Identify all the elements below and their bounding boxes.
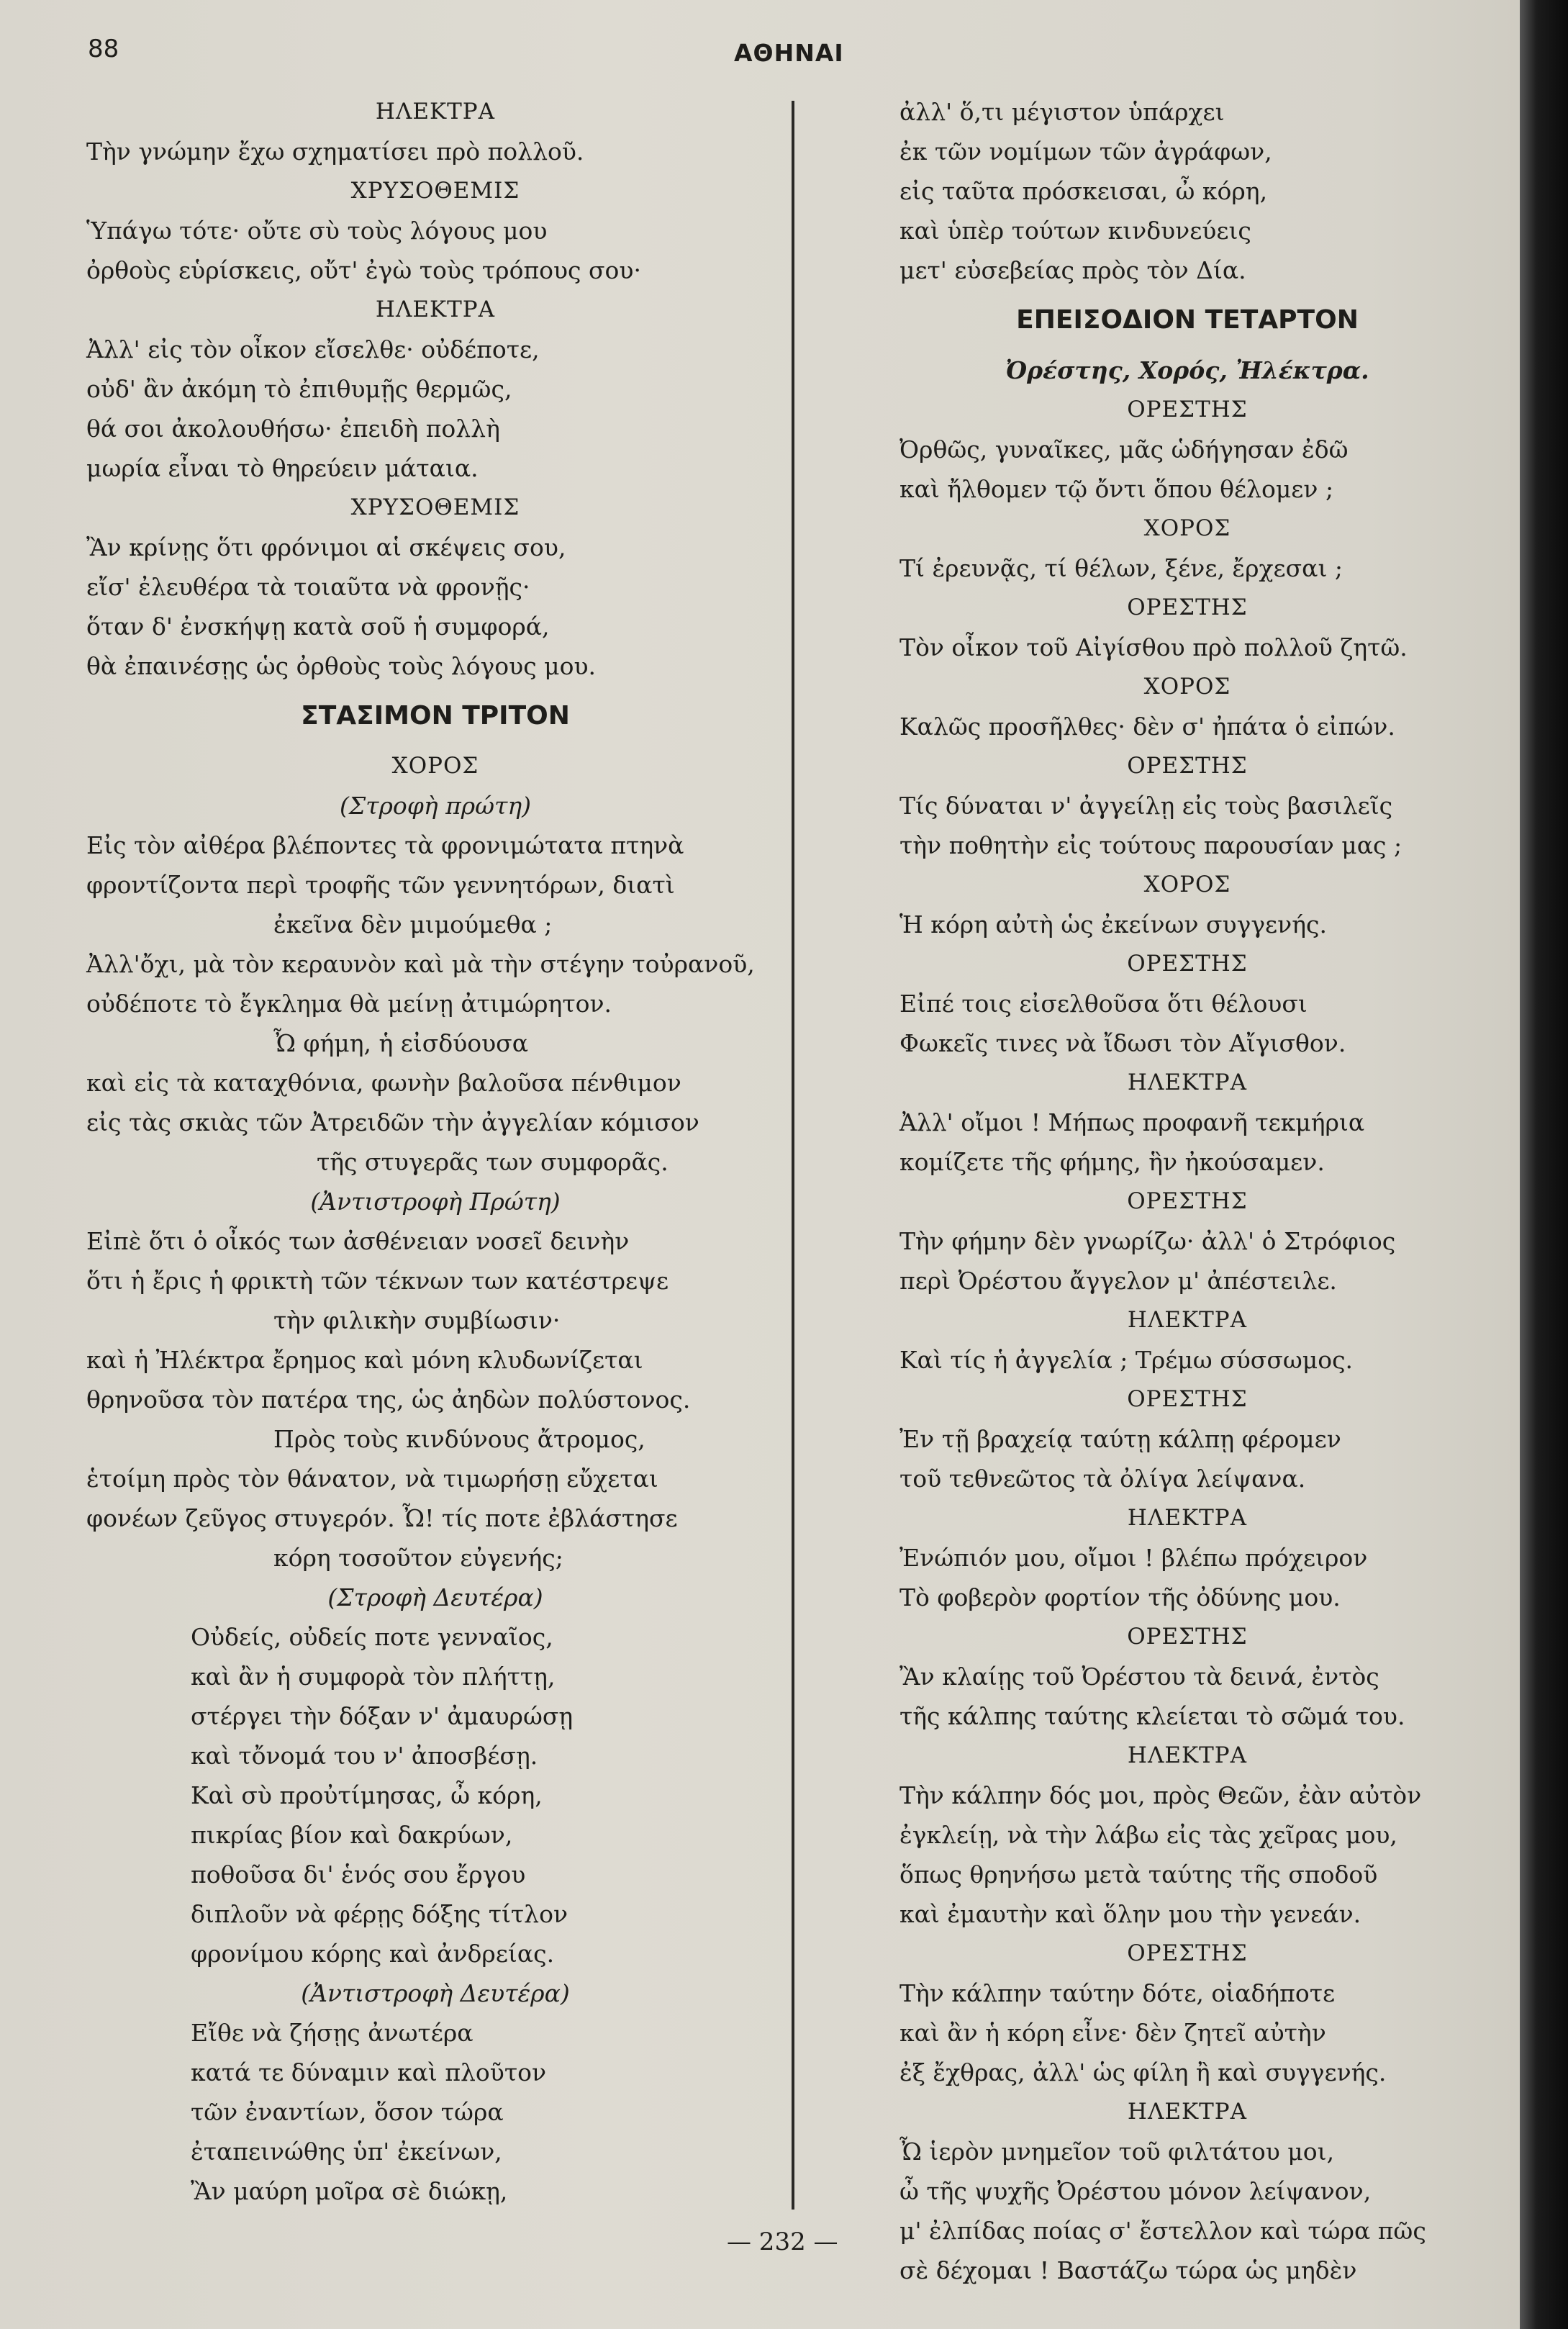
verse-line: θὰ ἐπαινέσῃς ὡς ὀρθοὺς τοὺς λόγους μου. [86,652,597,680]
verse-line: Τὸ φοβερὸν φορτίον τῆς ὀδύνης μου. [899,1583,1341,1611]
verse-line: Ἂν κλαίῃς τοῦ Ὀρέστου τὰ δεινά, ἐντὸς [899,1663,1379,1691]
verse-line: ποθοῦσα δι' ἑνός σου ἔργου [191,1860,526,1889]
speaker-name: ΗΛΕΚΤΡΑ [375,99,496,125]
stage-direction: (Στροφὴ Δευτέρα) [327,1583,543,1611]
column-divider [792,101,794,2210]
verse-line: καὶ ἤλθομεν τῷ ὄντι ὅπου θέλομεν ; [899,475,1334,503]
verse-line: μετ' εὐσεβείας πρὸς τὸν Δία. [899,256,1246,284]
stage-direction: (Στροφὴ πρώτη) [340,792,531,820]
speaker-name: ΟΡΕΣΤΗΣ [1127,951,1248,977]
speaker-name: ΗΛΕΚΤΡΑ [1127,1069,1248,1095]
folio-number: — 232 — [727,2228,838,2256]
speaker-name: ΟΡΕΣΤΗΣ [1127,1188,1248,1214]
verse-line: τῶν ἐναντίων, ὅσον τώρα [191,2098,504,2126]
speaker-name: ΧΡΥΣΟΘΕΜΙΣ [350,178,520,204]
speaker-name: ΟΡΕΣΤΗΣ [1127,753,1248,779]
verse-line: Ἀλλ' εἰς τὸν οἶκον εἴσελθε· οὐδέποτε, [86,335,540,363]
verse-line: τὴν φιλικὴν συμβίωσιν· [273,1306,561,1334]
verse-line: οὐδέποτε τὸ ἔγκλημα θὰ μείνῃ ἀτιμώρητον. [86,990,612,1018]
cast-list: Ὀρέστης, Χορός, Ἠλέκτρα. [1005,356,1369,384]
verse-line: κομίζετε τῆς φήμης, ἣν ἠκούσαμεν. [899,1148,1325,1176]
verse-line: Ἂν μαύρη μοῖρα σὲ διώκῃ, [191,2177,508,2205]
verse-line: Εἴθε νὰ ζήσῃς ἀνωτέρα [191,2019,473,2047]
verse-line: φονέων ζεῦγος στυγερόν. Ὦ! τίς ποτε ἐβλάστησε [86,1504,678,1532]
verse-line: Τὸν οἶκον τοῦ Αἰγίσθου πρὸ πολλοῦ ζητῶ. [899,633,1408,661]
verse-line: Ὦ ἱερὸν μνημεῖον τοῦ φιλτάτου μοι, [899,2138,1335,2166]
verse-line: Καὶ τίς ἡ ἀγγελία ; Τρέμω σύσσωμος. [899,1346,1354,1374]
speaker-name: ΗΛΕΚΤΡΑ [1127,1505,1248,1531]
verse-line: ὦ τῆς ψυχῆς Ὀρέστου μόνον λείψανον, [899,2177,1372,2205]
verse-line: Ἀλλ'ὄχι, μὰ τὸν κεραυνὸν καὶ μὰ τὴν στέγην τοὐρανοῦ, [86,950,755,978]
verse-line: ἐξ ἔχθρας, ἀλλ' ὡς φίλη ἢ καὶ συγγενής. [899,2058,1387,2086]
verse-line: μ' ἐλπίδας ποίας σ' ἔστελλον καὶ τώρα πῶς [899,2217,1426,2245]
verse-line: Ἂν κρίνῃς ὅτι φρόνιμοι αἱ σκέψεις σου, [86,533,566,561]
speaker-name: ΧΡΥΣΟΘΕΜΙΣ [350,494,520,520]
page-number: 88 [88,35,119,63]
speaker-name: ΗΛΕΚΤΡΑ [1127,2099,1248,2125]
verse-line: καὶ τὄνομά του ν' ἀποσβέσῃ. [191,1742,538,1770]
verse-line: Ἀλλ' οἴμοι ! Μήπως προφανῆ τεκμήρια [899,1108,1365,1136]
verse-line: Τὴν κάλπην δός μοι, πρὸς Θεῶν, ἐὰν αὐτὸν [899,1781,1422,1809]
verse-line: τῆς στυγερᾶς των συμφορᾶς. [317,1148,669,1176]
verse-line: περὶ Ὀρέστου ἄγγελον μ' ἀπέστειλε. [899,1267,1337,1295]
speaker-name: ΗΛΕΚΤΡΑ [375,297,496,322]
verse-line: Τὴν γνώμην ἔχω σχηματίσει πρὸ πολλοῦ. [86,137,584,166]
verse-line: τῆς κάλπης ταύτης κλείεται τὸ σῶμά του. [899,1702,1405,1730]
verse-line: ὅτι ἡ ἔρις ἡ φρικτὴ τῶν τέκνων των κατέστρεψε [86,1267,669,1295]
verse-line: ἐγκλείῃ, νὰ τὴν λάβω εἰς τὰς χεῖρας μου, [899,1821,1397,1849]
verse-line: τὴν ποθητὴν εἰς τούτους παρουσίαν μας ; [899,831,1402,859]
running-title: ΑΘΗΝΑΙ [734,39,844,67]
verse-line: Φωκεῖς τινες νὰ ἴδωσι τὸν Αἴγισθον. [899,1029,1346,1057]
verse-line: εἴσ' ἐλευθέρα τὰ τοιαῦτα νὰ φρονῇς· [86,573,530,601]
stage-direction: (Ἀντιστροφὴ Πρώτη) [310,1188,561,1216]
verse-line: Εἰπὲ ὅτι ὁ οἶκός των ἀσθένειαν νοσεῖ δεινὴν [86,1227,630,1255]
speaker-name: ΧΟΡΟΣ [1143,674,1231,700]
verse-line: Ἡ κόρη αὐτὴ ὡς ἐκείνων συγγενής. [899,910,1327,939]
verse-line: ὀρθοὺς εὑρίσκεις, οὔτ' ἐγὼ τοὺς τρόπους σου· [86,256,641,284]
verse-line: καὶ ἐμαυτὴν καὶ ὅλην μου τὴν γενεάν. [899,1900,1361,1928]
verse-line: ἀλλ' ὅ,τι μέγιστον ὑπάρχει [899,98,1225,126]
speaker-name: ΟΡΕΣΤΗΣ [1127,594,1248,620]
verse-line: καὶ ὑπὲρ τούτων κινδυνεύεις [899,217,1251,245]
verse-line: πικρίας βίον καὶ δακρύων, [191,1821,513,1849]
verse-line: εἰς ταῦτα πρόσκεισαι, ὦ κόρη, [899,177,1268,205]
verse-line: Ἐν τῇ βραχείᾳ ταύτῃ κάλπῃ φέρομεν [899,1425,1341,1453]
verse-line: Ὀρθῶς, γυναῖκες, μᾶς ὡδήγησαν ἐδῶ [899,435,1349,463]
left-text-column [86,92,784,2211]
verse-line: εἰς τὰς σκιὰς τῶν Ἀτρειδῶν τὴν ἀγγελίαν κόμισον [86,1108,699,1136]
right-text-column [899,92,1475,2290]
verse-line: σὲ δέχομαι ! Βαστάζω τώρα ὡς μηδὲν [899,2256,1357,2284]
verse-line: Ὦ φήμη, ἡ εἰσδύουσα [273,1029,528,1057]
verse-line: κόρη τοσοῦτον εὐγενής; [273,1544,563,1572]
verse-line: ὅπως θρηνήσω μετὰ ταύτης τῆς σποδοῦ [899,1860,1378,1889]
verse-line: Πρὸς τοὺς κινδύνους ἄτρομος, [273,1425,645,1453]
speaker-name: ΧΟΡΟΣ [1143,872,1231,897]
verse-line: καὶ εἰς τὰ καταχθόνια, φωνὴν βαλοῦσα πένθιμον [86,1069,681,1097]
running-header [0,35,1520,78]
verse-line: Τίς δύναται ν' ἀγγείλῃ εἰς τοὺς βασιλεῖς [899,792,1393,820]
verse-line: ἑτοίμη πρὸς τὸν θάνατον, νὰ τιμωρήσῃ εὔχεται [86,1465,658,1493]
verse-line: Τί ἐρευνᾷς, τί θέλων, ξένε, ἔρχεσαι ; [899,554,1343,582]
book-binding-shadow [1520,0,1568,2329]
section-heading: ΕΠΕΙΣΟΔΙΟΝ ΤΕΤΑΡΤΟΝ [1016,305,1359,335]
verse-line: μωρία εἶναι τὸ θηρεύειν μάταια. [86,454,479,482]
speaker-name: ΧΟΡΟΣ [391,753,479,779]
section-heading: ΣΤΑΣΙΜΟΝ ΤΡΙΤΟΝ [301,701,570,731]
verse-line: θρηνοῦσα τὸν πατέρα της, ὡς ἀηδὼν πολύστονος. [86,1385,691,1414]
verse-line: Οὐδείς, οὐδείς ποτε γενναῖος, [191,1623,553,1651]
verse-line: Καὶ σὺ προὐτίμησας, ὦ κόρη, [191,1781,543,1809]
verse-line: διπλοῦν νὰ φέρῃς δόξης τίτλον [191,1900,568,1928]
verse-line: Εἰς τὸν αἰθέρα βλέποντες τὰ φρονιμώτατα πτηνὰ [86,831,684,859]
verse-line: Τὴν κάλπην ταύτην δότε, οἱαδήποτε [899,1979,1336,2007]
verse-line: φροντίζοντα περὶ τροφῆς τῶν γεννητόρων, διατὶ [86,871,675,899]
verse-line: καὶ ἂν ἡ κόρη εἶνε· δὲν ζητεῖ αὐτὴν [899,2019,1326,2047]
verse-line: ἐταπεινώθης ὑπ' ἐκείνων, [191,2138,502,2166]
verse-line: καὶ ἂν ἡ συμφορὰ τὸν πλήττῃ, [191,1663,556,1691]
verse-line: στέργει τὴν δόξαν ν' ἀμαυρώσῃ [191,1702,574,1730]
speaker-name: ΧΟΡΟΣ [1143,515,1231,541]
speaker-name: ΟΡΕΣΤΗΣ [1127,1624,1248,1650]
speaker-name: ΟΡΕΣΤΗΣ [1127,1386,1248,1412]
speaker-name: ΗΛΕΚΤΡΑ [1127,1742,1248,1768]
speaker-name: ΟΡΕΣΤΗΣ [1127,397,1248,422]
speaker-name: ΟΡΕΣΤΗΣ [1127,1940,1248,1966]
speaker-name: ΗΛΕΚΤΡΑ [1127,1307,1248,1333]
verse-line: τοῦ τεθνεῶτος τὰ ὀλίγα λείψανα. [899,1465,1306,1493]
verse-line: ἐκεῖνα δὲν μιμούμεθα ; [273,910,553,939]
stage-direction: (Ἀντιστροφὴ Δευτέρα) [301,1979,570,2007]
verse-line: καὶ ἡ Ἠλέκτρα ἔρημος καὶ μόνη κλυδωνίζεται [86,1346,643,1374]
verse-line: οὐδ' ἂν ἀκόμη τὸ ἐπιθυμῇς θερμῶς, [86,375,512,403]
verse-line: Ἐνώπιόν μου, οἴμοι ! βλέπω πρόχειρον [899,1544,1368,1572]
verse-line: Εἰπέ τοις εἰσελθοῦσα ὅτι θέλουσι [899,990,1308,1018]
verse-line: ἐκ τῶν νομίμων τῶν ἀγράφων, [899,137,1272,166]
verse-line: ὅταν δ' ἐνσκήψῃ κατὰ σοῦ ἡ συμφορά, [86,612,550,641]
verse-line: Ὑπάγω τότε· οὔτε σὺ τοὺς λόγους μου [86,217,548,245]
verse-line: φρονίμου κόρης καὶ ἀνδρείας. [191,1940,555,1968]
verse-line: κατά τε δύναμιν καὶ πλοῦτον [191,2058,547,2086]
verse-line: Καλῶς προσῆλθες· δὲν σ' ἠπάτα ὁ εἰπών. [899,713,1395,741]
verse-line: Τὴν φήμην δὲν γνωρίζω· ἀλλ' ὁ Στρόφιος [899,1227,1396,1255]
verse-line: θά σοι ἀκολουθήσω· ἐπειδὴ πολλὴ [86,415,500,443]
